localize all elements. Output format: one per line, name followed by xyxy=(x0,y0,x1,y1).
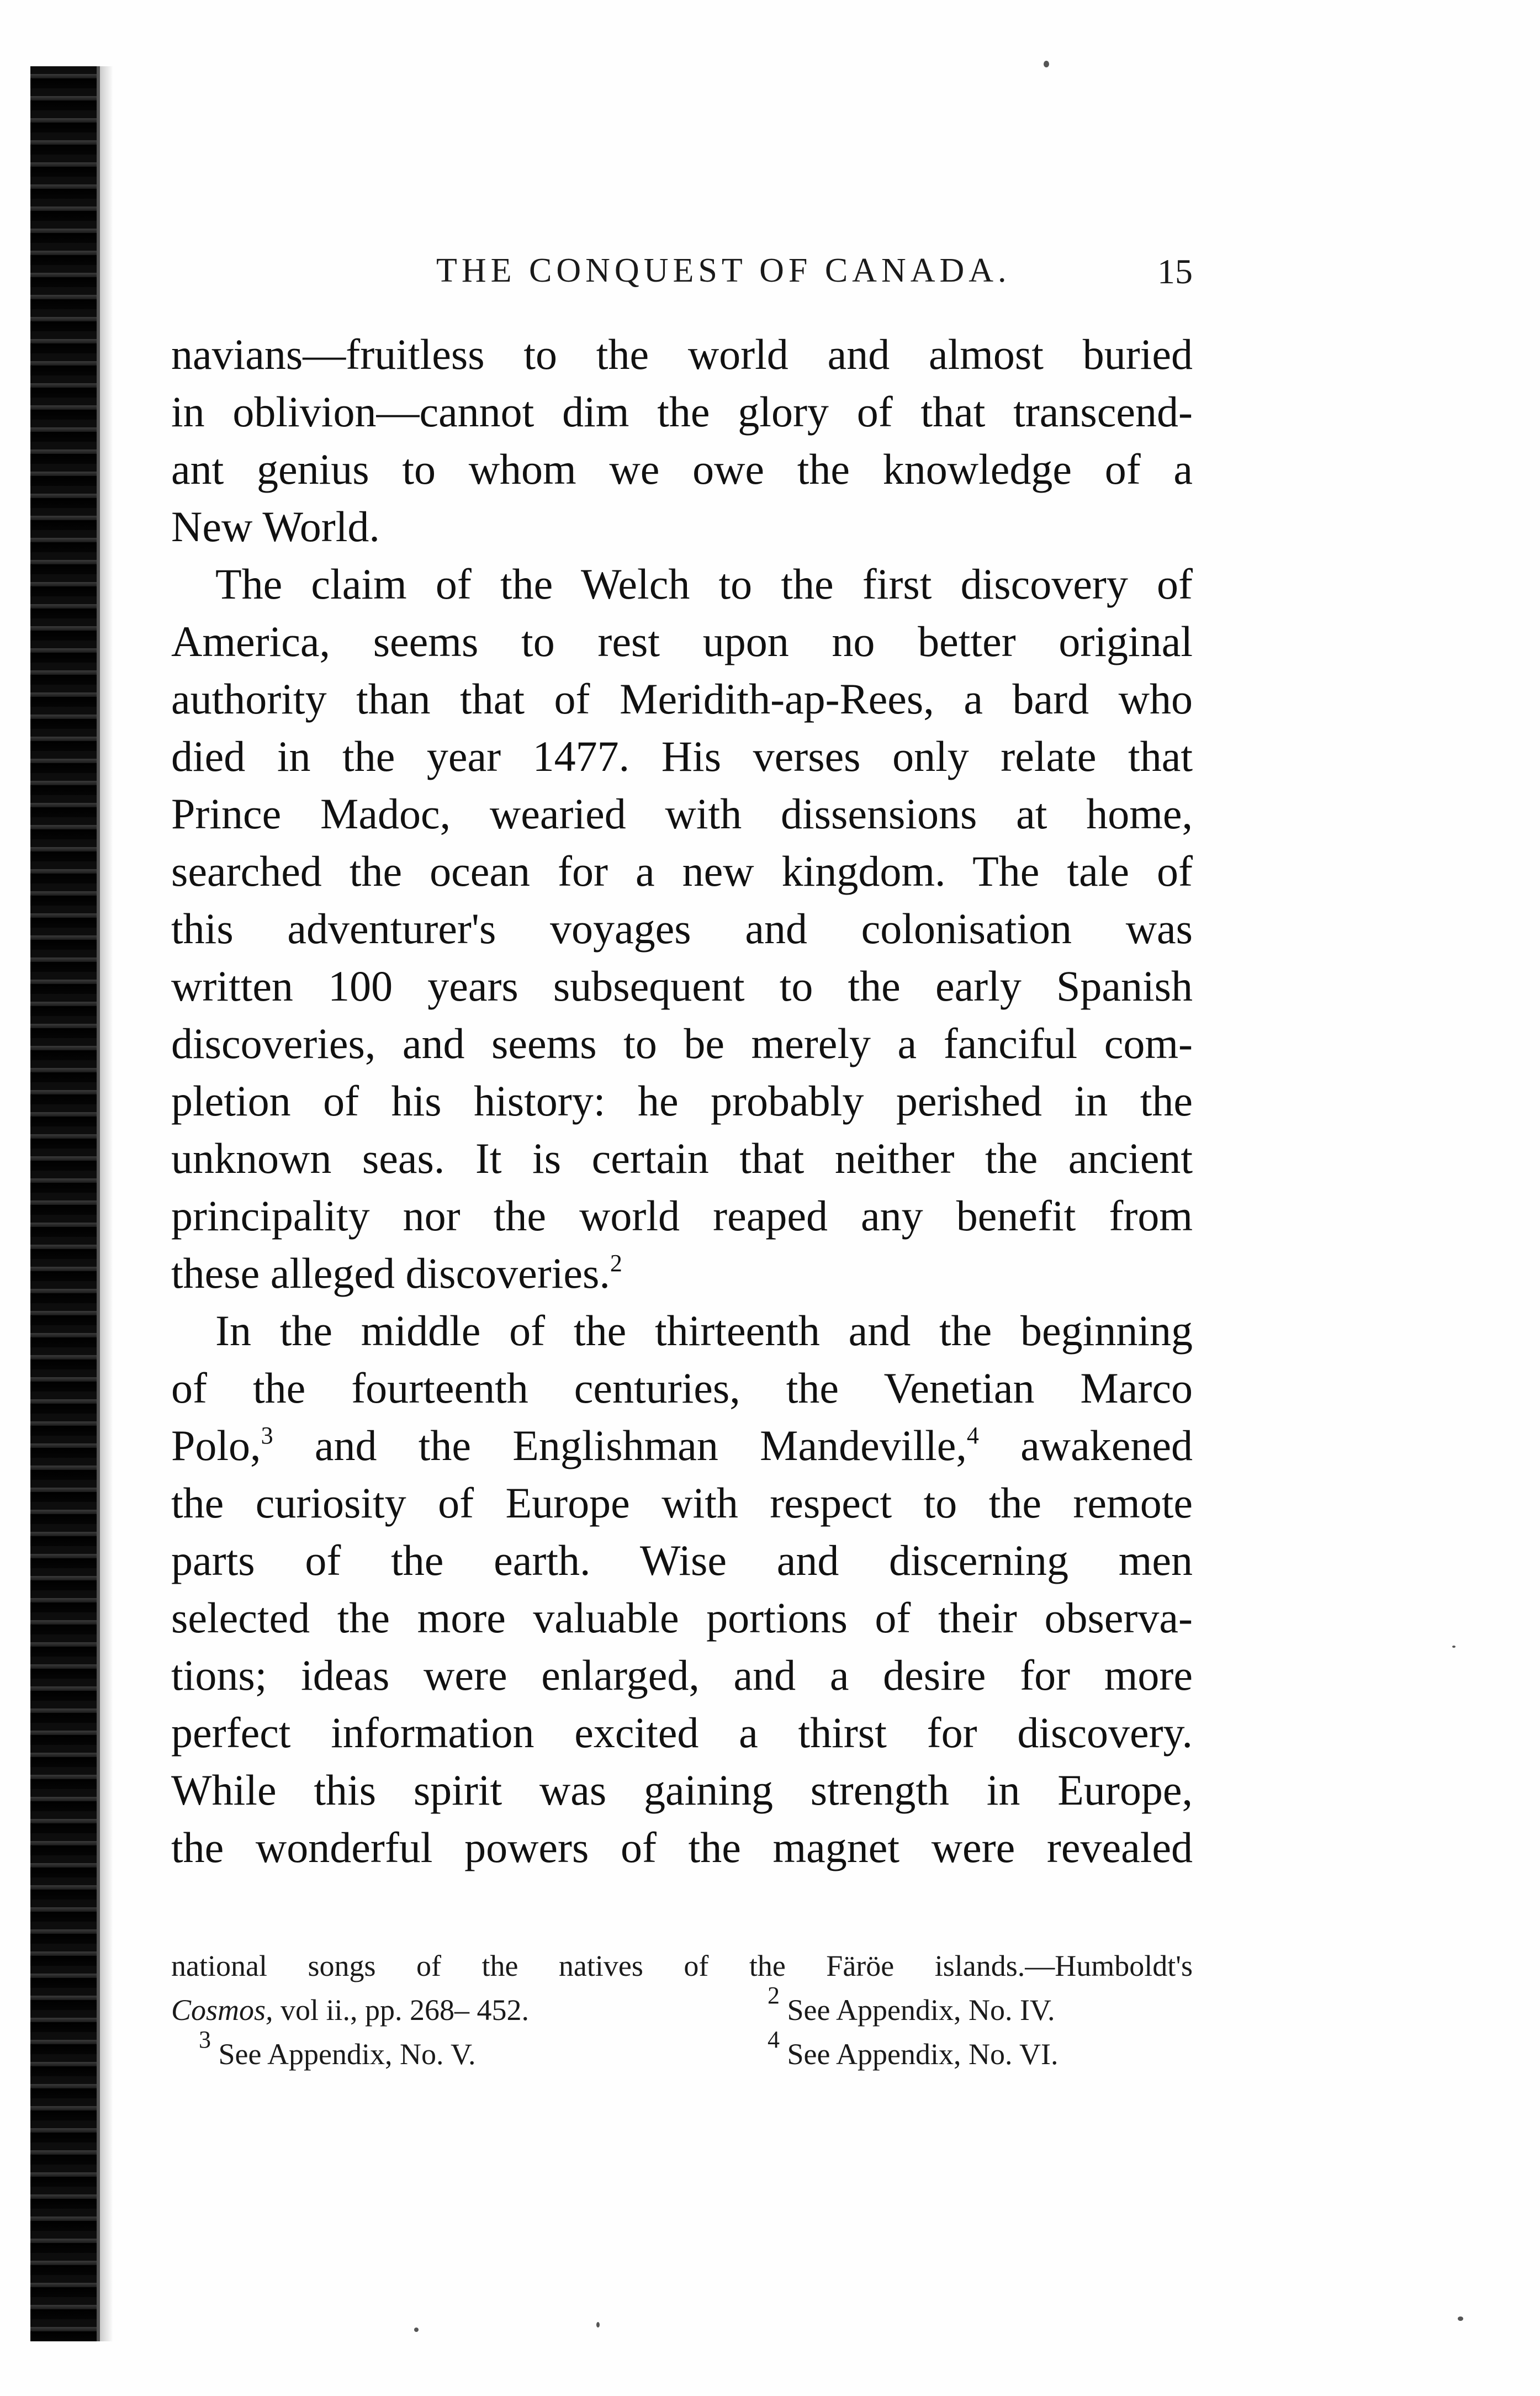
running-head xyxy=(171,251,1193,301)
scan-speck xyxy=(1452,1646,1456,1648)
footnote-line xyxy=(171,1982,1193,2032)
text-line: New World. xyxy=(171,503,380,551)
page-number: 15 xyxy=(1157,252,1193,291)
body-text xyxy=(171,326,1193,1876)
text-fragment: Polo, xyxy=(171,1421,261,1469)
running-title: THE CONQUEST OF CANADA. xyxy=(436,252,1011,289)
text-line: In the middle of the thirteenth and the beginning xyxy=(215,1307,1193,1355)
text-line: ant genius to whom we owe the knowledge of a xyxy=(171,445,1193,493)
footnotes xyxy=(171,1944,1193,2076)
footnote-3 xyxy=(171,2026,476,2076)
footnote-text: See Appendix, No. VI. xyxy=(780,2038,1059,2071)
text-line: principality nor the world reaped any benefit from xyxy=(171,1192,1193,1240)
text-line: this adventurer's voyages and colonisation was xyxy=(171,905,1193,953)
text-line: navians—fruitless to the world and almost buried xyxy=(171,330,1193,378)
text-line: the curiosity of Europe with respect to the remote xyxy=(171,1479,1193,1527)
text-line: selected the more valuable portions of their observa- xyxy=(171,1594,1193,1642)
text-line: discoveries, and seems to be merely a fanciful com- xyxy=(171,1019,1193,1067)
text-fragment: and the Englishman Mandeville, xyxy=(273,1421,967,1469)
text-line xyxy=(171,1245,1193,1302)
scan-speck xyxy=(1458,2316,1463,2321)
text-line: pletion of his history: he probably perished in the xyxy=(171,1077,1193,1125)
text-line: in oblivion—cannot dim the glory of that transcend- xyxy=(171,388,1193,436)
scan-speck xyxy=(1044,61,1049,67)
footnote-continuation xyxy=(171,1988,529,2032)
text-line: America, seems to rest upon no better original xyxy=(171,617,1193,665)
footnote-mark: 2 xyxy=(768,1982,780,2009)
scanned-binding-edge xyxy=(30,66,100,2341)
text-line: While this spirit was gaining strength in Europe, xyxy=(171,1766,1193,1814)
text-line: unknown seas. It is certain that neither the ancient xyxy=(171,1134,1193,1182)
text-line: written 100 years subsequent to the early Spanish xyxy=(171,962,1193,1010)
text-line: tions; ideas were enlarged, and a desire for more xyxy=(171,1651,1193,1699)
footnote-mark: 3 xyxy=(199,2026,211,2053)
text-line: of the fourteenth centuries, the Venetian Marco xyxy=(171,1364,1193,1412)
footnote-mark: 4 xyxy=(768,2026,780,2053)
footnote-text: vol ii., pp. 268– 452. xyxy=(273,1993,530,2027)
scan-speck xyxy=(596,2322,600,2328)
text-line: authority than that of Meridith-ap-Rees, a bard who xyxy=(171,675,1193,723)
footnote-text: See Appendix, No. IV. xyxy=(780,1993,1055,2027)
text-line: Prince Madoc, wearied with dissensions at home, xyxy=(171,790,1193,838)
cosmos-title: Cosmos, xyxy=(171,1993,273,2027)
footnote-line: national songs of the natives of the Färöe islands.—Humboldt's xyxy=(171,1949,1193,1982)
footnote-2 xyxy=(768,1982,1055,2032)
text-line: died in the year 1477. His verses only relate that xyxy=(171,732,1193,780)
text-line xyxy=(171,1417,1193,1474)
footnote-ref: 4 xyxy=(966,1422,979,1449)
text-line: perfect information excited a thirst for discovery. xyxy=(171,1709,1193,1757)
text-line: the wonderful powers of the magnet were revealed xyxy=(171,1823,1193,1871)
scan-speck xyxy=(414,2328,419,2332)
text-line: parts of the earth. Wise and discerning men xyxy=(171,1536,1193,1584)
binding-shadow xyxy=(97,66,113,2341)
text-fragment: these alleged discoveries. xyxy=(171,1249,610,1297)
text-line: searched the ocean for a new kingdom. The tale of xyxy=(171,847,1193,895)
footnote-4 xyxy=(768,2026,1059,2076)
text-fragment: awakened xyxy=(978,1421,1193,1469)
footnote-line xyxy=(171,2026,1193,2076)
text-line: The claim of the Welch to the first discovery of xyxy=(215,560,1193,608)
footnote-text: See Appendix, No. V. xyxy=(211,2038,476,2071)
footnote-ref: 2 xyxy=(610,1250,622,1277)
footnote-ref: 3 xyxy=(261,1422,273,1449)
